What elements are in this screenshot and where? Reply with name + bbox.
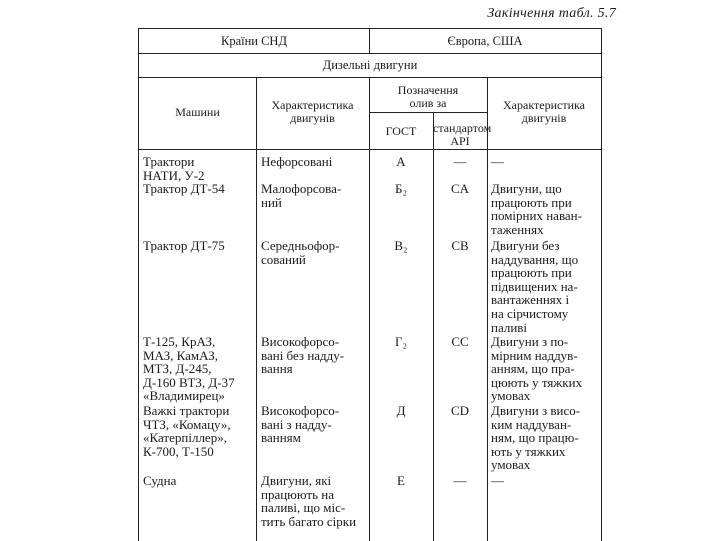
table-row-4-gost: Д bbox=[396, 403, 406, 418]
table-row-3-gost: Г₂ bbox=[394, 334, 408, 349]
table-row-5-gost: Е bbox=[397, 473, 405, 488]
column-header-designation: Позначення олив за bbox=[397, 83, 459, 110]
table-row-3-char-right: Двигуни з по- мірним наддув- анням, що пра- цюють у тяжких умовах bbox=[491, 334, 583, 404]
column-header-gost: ГОСТ bbox=[385, 124, 417, 138]
table-row-2-api: CB bbox=[451, 238, 469, 253]
table-row-1-char-left: Нефорсовані Малофорсова- ний bbox=[261, 154, 342, 210]
table-row-1-api: — CA bbox=[450, 154, 470, 197]
table-row-1-char-right: — Двигуни, що працюють при помірних наван- таженнях bbox=[491, 154, 582, 237]
table bbox=[138, 28, 602, 541]
table-row-4-api: CD bbox=[450, 403, 470, 418]
group-header-europe-usa: Європа, США bbox=[447, 34, 523, 48]
table-row-5-machines: Судна bbox=[143, 473, 177, 488]
table-row-5-char-right: — bbox=[491, 473, 504, 488]
rule-under-header bbox=[139, 149, 601, 150]
divider-char-left bbox=[369, 77, 370, 541]
table-row-5-char-left: Двигуни, які працюють на паливі, що міс- тить багато сірки bbox=[261, 473, 357, 529]
table-row-3-char-left: Високофорсо- вані без надду- вання bbox=[261, 334, 345, 377]
rule-under-section bbox=[139, 77, 601, 78]
rule-under-groups bbox=[139, 53, 601, 54]
table-row-4-machines: Важкі трактори ЧТЗ, «Комацу», «Катерпіллер», К-700, Т-150 bbox=[143, 403, 231, 459]
table-row-3-machines: Т-125, КрАЗ, МАЗ, КамАЗ, МТЗ, Д-245, Д-160 ВТЗ, Д-37 «Владимирец» bbox=[143, 334, 235, 404]
table-row-2-gost: В₂ bbox=[394, 238, 408, 253]
table-row-2-machines: Трактор ДТ-75 bbox=[143, 238, 225, 253]
table-row-4-char-right: Двигуни з висо- ким наддуван- ням, що працю- ють у тяжких умовах bbox=[491, 403, 581, 473]
table-row-2-char-right: Двигуни без наддування, що працюють при підвищених на- вантаженнях і на сірчистому паливі bbox=[491, 238, 579, 335]
group-header-cis: Країни СНД bbox=[220, 34, 287, 48]
column-header-api: стандартом API bbox=[433, 121, 492, 148]
section-header: Дизельні двигуни bbox=[322, 58, 418, 72]
table-row-5-api: — bbox=[453, 473, 467, 488]
table-row-4-char-left: Високофорсо- вані з надду- ванням bbox=[261, 403, 340, 446]
table-row-3-api: CC bbox=[451, 334, 469, 349]
table-caption: Закінчення табл. 5.7 bbox=[487, 6, 616, 21]
divider-machines bbox=[256, 77, 257, 541]
rule-under-designation bbox=[369, 112, 487, 113]
table-row-1-machines: Трактори НАТИ, У-2 Трактор ДТ-54 bbox=[143, 154, 225, 197]
column-header-characteristics-left: Характеристика двигунів bbox=[271, 98, 354, 125]
table-row-2-char-left: Середньофор- сований bbox=[261, 238, 340, 267]
table-row-1-gost: А Б₂ bbox=[395, 154, 407, 197]
divider-api bbox=[487, 77, 488, 541]
column-header-machines: Машини bbox=[175, 105, 220, 119]
column-header-characteristics-right: Характеристика двигунів bbox=[503, 98, 585, 125]
